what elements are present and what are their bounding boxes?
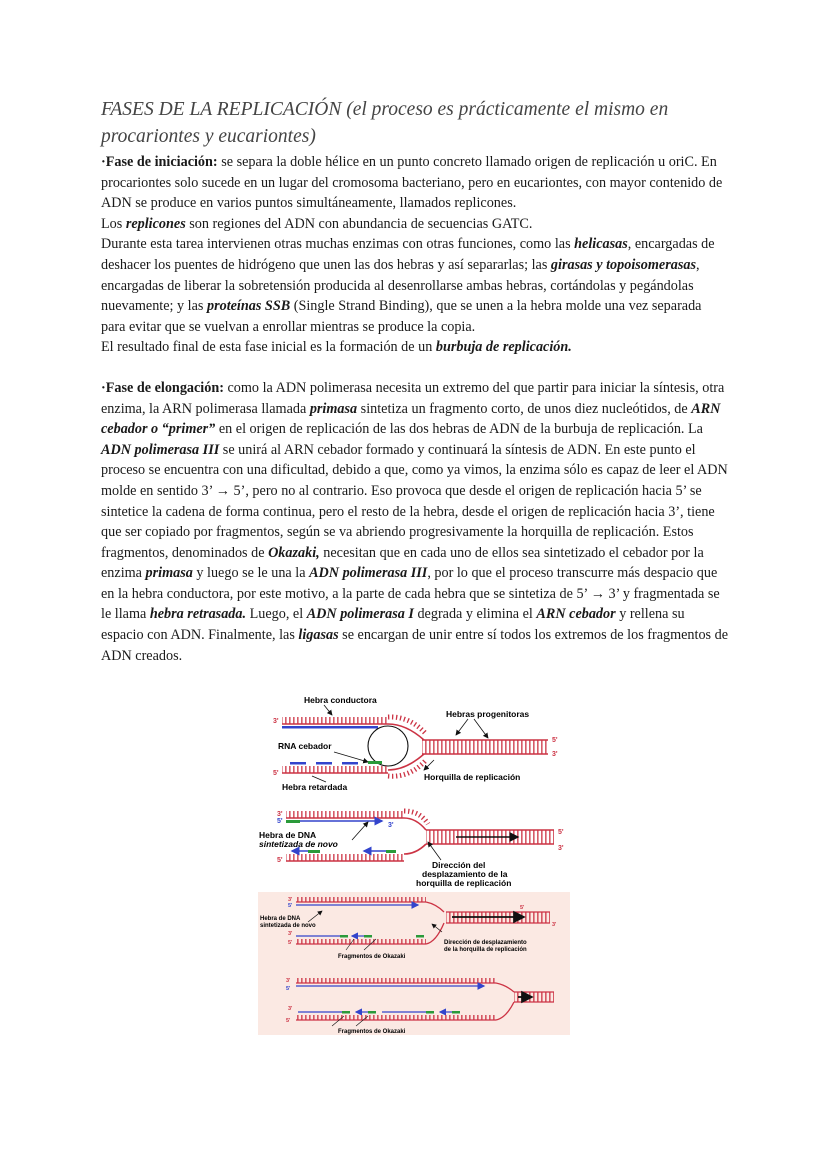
label-d4-fragmentos: Fragmentos de Okazaki	[338, 1029, 406, 1035]
text-run: y rellena su espacio con ADN. Finalmente, las	[101, 606, 685, 644]
emphasis-term: hebra retrasada.	[149, 606, 247, 623]
text-run: se encargan de unir entre sí todos los extremos de los fragmentos de ADN creados.	[101, 627, 729, 664]
page-title: FASES DE LA REPLICACIÓN (el proceso es prácticamente el mismo en procariontes y eucariontes)	[101, 99, 669, 147]
initiation-paragraph-1	[101, 152, 729, 214]
svg-text:3': 3'	[288, 931, 293, 937]
emphasis-term: ADN polimerasa III	[101, 441, 220, 458]
svg-text:5': 5'	[288, 903, 293, 909]
svg-text:5': 5'	[286, 986, 291, 992]
emphasis-term: ARN cebador	[536, 606, 616, 623]
emphasis-term: primasa	[309, 400, 358, 417]
document-page	[101, 96, 729, 666]
text-run: se unirá al ARN cebador formado y continuará la síntesis de ADN. En este punto el proceso se encuentra con una dificultad, debido a que, como ya vimos, la enzima sólo es capaz de leer el ADN molde en sentido 3’ → 5’, pero no al contrario. Eso provoca que desde el origen de replicación hacia 5’ se sintetice la cadena de forma continua, pero el resto de la hebra, desde el origen de replicación hacia 3’, tiene que ser copiado por fragmentos, según se va abriendo progresivamente la horquilla de replicación. Estos fragmentos, denominados de	[101, 441, 728, 561]
svg-text:3': 3'	[277, 811, 283, 818]
text-run: en el origen de replicación de las dos hebras de ADN de la burbuja de replicación. La	[215, 421, 703, 438]
svg-text:5': 5'	[288, 940, 293, 946]
emphasis-term: helicasas	[574, 236, 628, 253]
replication-diagram	[256, 692, 572, 1037]
svg-text:3': 3'	[286, 978, 291, 984]
emphasis-term: ADN polimerasa I	[306, 606, 414, 623]
diagram-1	[273, 695, 558, 792]
text-run: como la ADN polimerasa necesita un extremo del que partir para iniciar la síntesis, otra enzima, la ARN polimerasa llamada	[101, 379, 725, 417]
diagram-2	[259, 811, 564, 888]
text-run: , por lo que el proceso transcurre más despacio que en la hebra conductora, por este motivo, a la parte de cada hebra que se sintetiza de 5’ → 3’ y fragmentada se le llama	[101, 565, 720, 623]
emphasis-term: ADN polimerasa III	[309, 565, 428, 582]
emphasis-term: primasa	[145, 565, 193, 582]
svg-text:3': 3'	[273, 718, 279, 725]
emphasis-term: proteínas SSB	[206, 298, 291, 315]
text-run: se separa la doble hélice en un punto concreto llamado origen de replicación u oriC. En procariontes solo sucede en un lugar del cromosoma bacteriano, pero en eucariontes, con mayor contenido de ADN se produce en varios puntos simultáneamente, llamados replicones.	[101, 154, 723, 212]
label-d3-hebra-dna-2: sintetizada de novo	[260, 923, 316, 929]
label-d3-hebra-dna-1: Hebra de DNA	[260, 916, 301, 922]
label-rna-cebador: RNA cebador	[278, 741, 332, 751]
label-direccion-1: Dirección del	[432, 860, 486, 870]
initiation-paragraph-4	[101, 337, 729, 358]
svg-text:3': 3'	[558, 845, 564, 852]
svg-text:5': 5'	[520, 905, 525, 911]
svg-text:5': 5'	[277, 818, 283, 825]
text-run: (Single Strand Binding), que se unen a la hebra molde una vez separada para evitar que se vuelvan a enrollar mientras se produce la copia.	[101, 298, 702, 335]
svg-text:3': 3'	[288, 1006, 293, 1012]
label-d3-fragmentos: Fragmentos de Okazaki	[338, 954, 406, 960]
elongation-paragraph	[101, 378, 729, 666]
text-run: , encargadas de deshacer los puentes de hidrógeno que unen las dos hebras y así separarlas; las	[101, 236, 715, 273]
svg-text:3': 3'	[288, 897, 293, 903]
emphasis-term: girasas y topoisomerasas	[550, 256, 696, 273]
label-horquilla: Horquilla de replicación	[424, 772, 521, 782]
label-hebra-conductora: Hebra conductora	[304, 695, 377, 705]
label-hebra-dna-novo-2: sintetizada de novo	[259, 839, 338, 849]
text-run: degrada y elimina el	[413, 606, 537, 623]
text-run: necesitan que en cada uno de ellos sea sintetizado el cebador por la enzima	[101, 544, 704, 582]
text-run: Durante esta tarea intervienen otras muchas enzimas con otras funciones, como las	[101, 236, 575, 253]
svg-text:5': 5'	[552, 737, 558, 744]
label-hebra-dna-novo-1: Hebra de DNA	[259, 830, 317, 840]
text-run: son regiones del ADN con abundancia de secuencias GATC.	[185, 215, 533, 232]
label-direccion-2: desplazamiento de la	[422, 869, 508, 879]
label-d3-direccion-1: Dirección de desplazamiento	[444, 940, 527, 946]
paragraph-gap	[101, 358, 729, 378]
text-run: sintetiza un fragmento corto, de unos diez nucleótidos, de	[357, 400, 692, 417]
initiation-paragraph-3	[101, 234, 729, 337]
emphasis-term: ·Fase de elongación:	[101, 379, 224, 396]
svg-text:5': 5'	[273, 770, 279, 777]
label-hebras-progenitoras: Hebras progenitoras	[446, 709, 530, 719]
text-run: , encargadas de liberar la sobretensión producida al desenrollarse ambas hebras, cortándolas y pegándolas nuevamente; y las	[101, 256, 700, 315]
emphasis-term: ·Fase de iniciación:	[101, 154, 218, 170]
emphasis-term: burbuja de replicación.	[435, 339, 572, 356]
svg-text:3': 3'	[388, 822, 394, 829]
svg-text:5': 5'	[558, 829, 564, 836]
svg-text:3': 3'	[552, 922, 557, 928]
label-d3-direccion-2: de la horquilla de replicación	[444, 947, 527, 953]
text-run: y luego se le una la	[192, 565, 310, 582]
svg-text:3': 3'	[552, 751, 558, 758]
text-run: Luego, el	[246, 606, 307, 623]
emphasis-term: Okazaki,	[268, 544, 320, 561]
svg-text:5': 5'	[277, 857, 283, 864]
initiation-paragraph-2	[101, 214, 729, 235]
emphasis-term: ARN cebador o “primer”	[101, 400, 721, 438]
text-run: El resultado final de esta fase inicial es la formación de un	[101, 339, 436, 356]
label-direccion-3: horquilla de replicación	[416, 878, 512, 888]
label-hebra-retardada: Hebra retardada	[282, 782, 348, 792]
emphasis-term: ligasas	[298, 627, 339, 644]
replication-figure	[256, 692, 572, 1037]
emphasis-term: replicones	[125, 215, 186, 232]
text-run: Los	[101, 215, 126, 232]
svg-text:5': 5'	[286, 1018, 291, 1024]
